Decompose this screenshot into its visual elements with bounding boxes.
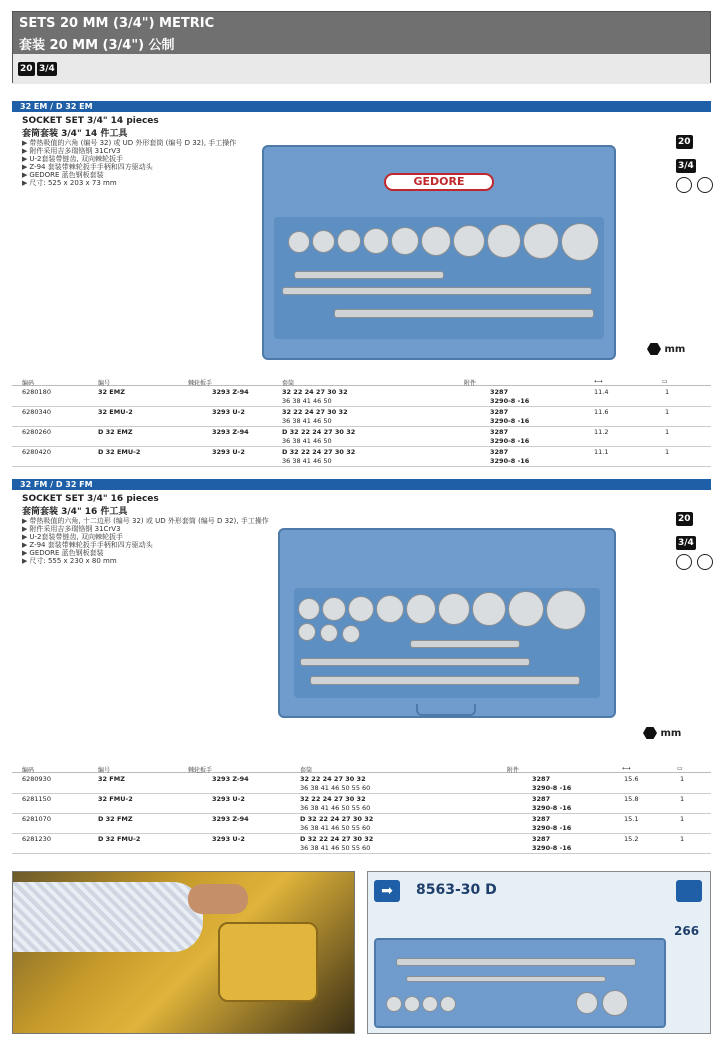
section2-bullet: ▶ 尺寸: 555 x 230 x 80 mm (22, 557, 117, 565)
tommy-bar (300, 658, 530, 666)
cell-code: 6280930 (22, 775, 51, 783)
section2-side-badges (676, 506, 713, 574)
cell-sockets-2: 36 38 41 46 50 55 60 (300, 824, 371, 832)
cell-sockets: D 32 22 24 27 30 32 (300, 835, 374, 843)
socket (438, 593, 470, 625)
table-row (12, 794, 711, 814)
socket (298, 623, 316, 641)
socket (576, 992, 598, 1014)
cell-no: D 32 EMZ (98, 428, 133, 436)
tommy-bar (282, 287, 592, 295)
cell-accessory: 3287 (490, 428, 509, 436)
hand (188, 884, 248, 914)
page-number: 266 (674, 924, 700, 938)
cell-no: D 32 EMU-2 (98, 448, 141, 456)
reference-product-image (374, 938, 666, 1028)
cell-qty: 1 (680, 795, 685, 803)
cell-sockets-2: 36 38 41 46 50 (282, 457, 332, 465)
col-code: 编码 (22, 767, 35, 774)
section2-bar: 32 FM / D 32 FM (12, 479, 711, 490)
socket (376, 595, 404, 623)
socket (312, 230, 335, 253)
hex-icon (643, 727, 657, 739)
cell-sockets: D 32 22 24 27 30 32 (282, 428, 356, 436)
section2-description (22, 494, 272, 565)
socket (406, 594, 436, 624)
section1-title-en: SOCKET SET 3/4" 14 pieces (22, 116, 159, 126)
col-sockets: 套筒 (282, 380, 295, 387)
cell-ratchet: 3293 Z-94 (212, 815, 249, 823)
section1-bullet: ▶ U-2套装带链齿, 双向棘轮扳手 (22, 155, 123, 163)
socket (363, 228, 389, 254)
cell-accessory: 3287 (490, 448, 509, 456)
weight-icon: ⟷ (622, 765, 631, 772)
section2-bullet: ▶ 带热吸值的六角, 十二边形 (编号 32) 或 UD 外形套筒 (编号 D 32), 手工操作 (22, 517, 269, 525)
section2-bullet: ▶ GEDORE 蓝色钢板套装 (22, 549, 104, 557)
table-row (12, 387, 711, 407)
socket (337, 229, 361, 253)
col-accessory: 附件 (507, 767, 520, 774)
cell-code: 6281230 (22, 835, 51, 843)
col-ratchet: 棘轮扳手 (188, 380, 213, 387)
cell-accessory: 3287 (532, 775, 551, 783)
section1-bar: 32 EM / D 32 EM (12, 101, 711, 112)
socket (391, 227, 419, 255)
socket (602, 990, 628, 1016)
socket (440, 996, 456, 1012)
cell-accessory-2: 3290-8 -16 (532, 784, 572, 792)
socket (453, 225, 485, 257)
section1-bullet: ▶ GEDORE 蓝色钢板套装 (22, 171, 104, 179)
extension-bar (410, 640, 520, 648)
cell-weight: 15.8 (624, 795, 639, 803)
arm-sleeve (13, 882, 203, 952)
section1-table-header (12, 378, 711, 386)
cell-ratchet: 3293 Z-94 (212, 428, 249, 436)
socket (288, 231, 310, 253)
cell-accessory: 3287 (490, 388, 509, 396)
cell-code: 6280420 (22, 448, 51, 456)
col-no: 编号 (98, 380, 111, 387)
socket (348, 596, 374, 622)
cell-no: D 32 FMU-2 (98, 835, 141, 843)
socket (508, 591, 544, 627)
cell-sockets-2: 36 38 41 46 50 (282, 417, 332, 425)
col-sockets: 套筒 (300, 767, 313, 774)
col-ratchet: 棘轮扳手 (188, 767, 213, 774)
section1-mm-label: mm (647, 343, 685, 355)
cell-weight: 15.2 (624, 835, 639, 843)
cell-sockets-2: 36 38 41 46 50 (282, 397, 332, 405)
weight-icon: ⟷ (594, 378, 603, 385)
usage-photo (12, 871, 355, 1034)
section1-title-cn: 套筒套装 3/4" 14 件工具 (22, 129, 128, 139)
catalog-icon[interactable] (676, 880, 702, 902)
arrow-right-icon: ➡ (374, 880, 400, 902)
socket (472, 592, 506, 626)
socket (404, 996, 420, 1012)
section1-bullet: ▶ Z-94 套装带棘轮扳手手柄和四方驱动头 (22, 163, 153, 171)
extension-bar (406, 976, 606, 982)
socket (342, 625, 360, 643)
cell-accessory-2: 3290-8 -16 (490, 457, 530, 465)
section1-bullet: ▶ 附件采用吉多瑞铬钢 31CrV3 (22, 147, 121, 155)
cell-accessory-2: 3290-8 -16 (490, 437, 530, 445)
profile-icon (697, 177, 713, 193)
cell-weight: 11.6 (594, 408, 609, 416)
cell-code: 6280260 (22, 428, 51, 436)
cell-qty: 1 (665, 428, 670, 436)
ratchet-handle (310, 676, 580, 685)
section2-table-header (12, 765, 711, 773)
machine-part (218, 922, 318, 1002)
cell-weight: 11.2 (594, 428, 609, 436)
drive-size-badge: 20 (678, 137, 691, 147)
cell-no: 32 EMU-2 (98, 408, 133, 416)
drive-size-badge: 20 (678, 514, 691, 524)
section1-bullet: ▶ 带热吸值的六角 (编号 32) 或 UD 外形套筒 (编号 D 32), 手工操作 (22, 139, 237, 147)
cell-sockets-2: 36 38 41 46 50 55 60 (300, 844, 371, 852)
cell-qty: 1 (680, 815, 685, 823)
header-badges (13, 54, 710, 84)
cell-accessory-2: 3290-8 -16 (490, 417, 530, 425)
section1-side-badges (676, 129, 713, 197)
cell-qty: 1 (680, 775, 685, 783)
box-icon: ▭ (662, 378, 668, 385)
cell-weight: 11.1 (594, 448, 609, 456)
ratchet-handle (334, 309, 594, 318)
socket (487, 224, 521, 258)
socket (421, 226, 451, 256)
cell-qty: 1 (665, 388, 670, 396)
section2-bullet: ▶ 附件采用吉多瑞铬钢 31CrV3 (22, 525, 121, 533)
hex-icon (647, 343, 661, 355)
cell-qty: 1 (665, 448, 670, 456)
cell-accessory-2: 3290-8 -16 (532, 804, 572, 812)
socket (561, 223, 599, 261)
socket (523, 223, 559, 259)
page-header (12, 11, 711, 83)
cell-no: 32 EMZ (98, 388, 125, 396)
table-row (12, 407, 711, 427)
drive-inch-badge: 3/4 (39, 64, 55, 74)
cell-sockets: 32 22 24 27 30 32 (282, 388, 348, 396)
cell-no: D 32 FMZ (98, 815, 133, 823)
torque-wrench (396, 958, 636, 966)
cell-qty: 1 (680, 835, 685, 843)
cell-accessory: 3287 (532, 815, 551, 823)
cell-sockets-2: 36 38 41 46 50 55 60 (300, 804, 371, 812)
section2-bullet: ▶ Z-94 套装带棘轮扳手手柄和四方驱动头 (22, 541, 153, 549)
section1-bullet: ▶ 尺寸: 525 x 203 x 73 mm (22, 179, 117, 187)
col-accessory: 附件 (464, 380, 477, 387)
section2-product-image (278, 528, 616, 718)
cell-ratchet: 3293 U-2 (212, 448, 245, 456)
cell-weight: 15.1 (624, 815, 639, 823)
drive-size-badge: 20 (20, 64, 33, 74)
section2-mm-label: mm (643, 727, 681, 739)
cell-sockets: 32 22 24 27 30 32 (282, 408, 348, 416)
socket (422, 996, 438, 1012)
cell-weight: 11.4 (594, 388, 609, 396)
cell-sockets-2: 36 38 41 46 50 (282, 437, 332, 445)
section2-bullet: ▶ U-2套装带链齿, 双向棘轮扳手 (22, 533, 123, 541)
cell-sockets-2: 36 38 41 46 50 55 60 (300, 784, 371, 792)
table-row (12, 774, 711, 794)
profile-icon (697, 554, 713, 570)
socket (546, 590, 586, 630)
section2-title-en: SOCKET SET 3/4" 16 pieces (22, 494, 159, 504)
profile-icon (676, 177, 692, 193)
socket (386, 996, 402, 1012)
gedore-logo: GEDORE (384, 173, 494, 191)
table-row (12, 834, 711, 854)
cell-accessory: 3287 (532, 795, 551, 803)
cell-no: 32 FMZ (98, 775, 125, 783)
section1-description (22, 116, 272, 187)
cell-ratchet: 3293 U-2 (212, 795, 245, 803)
cell-ratchet: 3293 U-2 (212, 408, 245, 416)
box-icon: ▭ (677, 765, 683, 772)
cell-sockets: D 32 22 24 27 30 32 (282, 448, 356, 456)
cell-no: 32 FMU-2 (98, 795, 133, 803)
cell-accessory: 3287 (490, 408, 509, 416)
cell-code: 6280340 (22, 408, 51, 416)
header-title-cn: 套装 20 MM (3/4") 公制 (19, 38, 175, 53)
case-handle (416, 704, 476, 716)
drive-inch-badge: 3/4 (678, 538, 694, 548)
cell-qty: 1 (665, 408, 670, 416)
header-title-en: SETS 20 MM (3/4") METRIC (19, 16, 215, 31)
cell-code: 6280180 (22, 388, 51, 396)
cell-sockets: 32 22 24 27 30 32 (300, 795, 366, 803)
drive-inch-badge: 3/4 (678, 161, 694, 171)
socket (298, 598, 320, 620)
profile-icon (676, 554, 692, 570)
cell-ratchet: 3293 Z-94 (212, 775, 249, 783)
cell-weight: 15.6 (624, 775, 639, 783)
table-row (12, 427, 711, 447)
cell-code: 6281150 (22, 795, 51, 803)
cell-accessory-2: 3290-8 -16 (532, 824, 572, 832)
col-no: 编号 (98, 767, 111, 774)
cell-accessory-2: 3290-8 -16 (532, 844, 572, 852)
section1-product-image (262, 145, 616, 360)
cell-code: 6281070 (22, 815, 51, 823)
cell-ratchet: 3293 U-2 (212, 835, 245, 843)
socket (322, 597, 346, 621)
socket (320, 624, 338, 642)
extension-bar (294, 271, 444, 279)
table-row (12, 814, 711, 834)
cell-accessory: 3287 (532, 835, 551, 843)
cell-sockets: D 32 22 24 27 30 32 (300, 815, 374, 823)
reference-code[interactable]: 8563-30 D (416, 882, 497, 898)
reference-box (367, 871, 711, 1034)
section2-title-cn: 套筒套装 3/4" 16 件工具 (22, 507, 128, 517)
cell-ratchet: 3293 Z-94 (212, 388, 249, 396)
col-code: 编码 (22, 380, 35, 387)
table-row (12, 447, 711, 467)
cell-accessory-2: 3290-8 -16 (490, 397, 530, 405)
cell-sockets: 32 22 24 27 30 32 (300, 775, 366, 783)
